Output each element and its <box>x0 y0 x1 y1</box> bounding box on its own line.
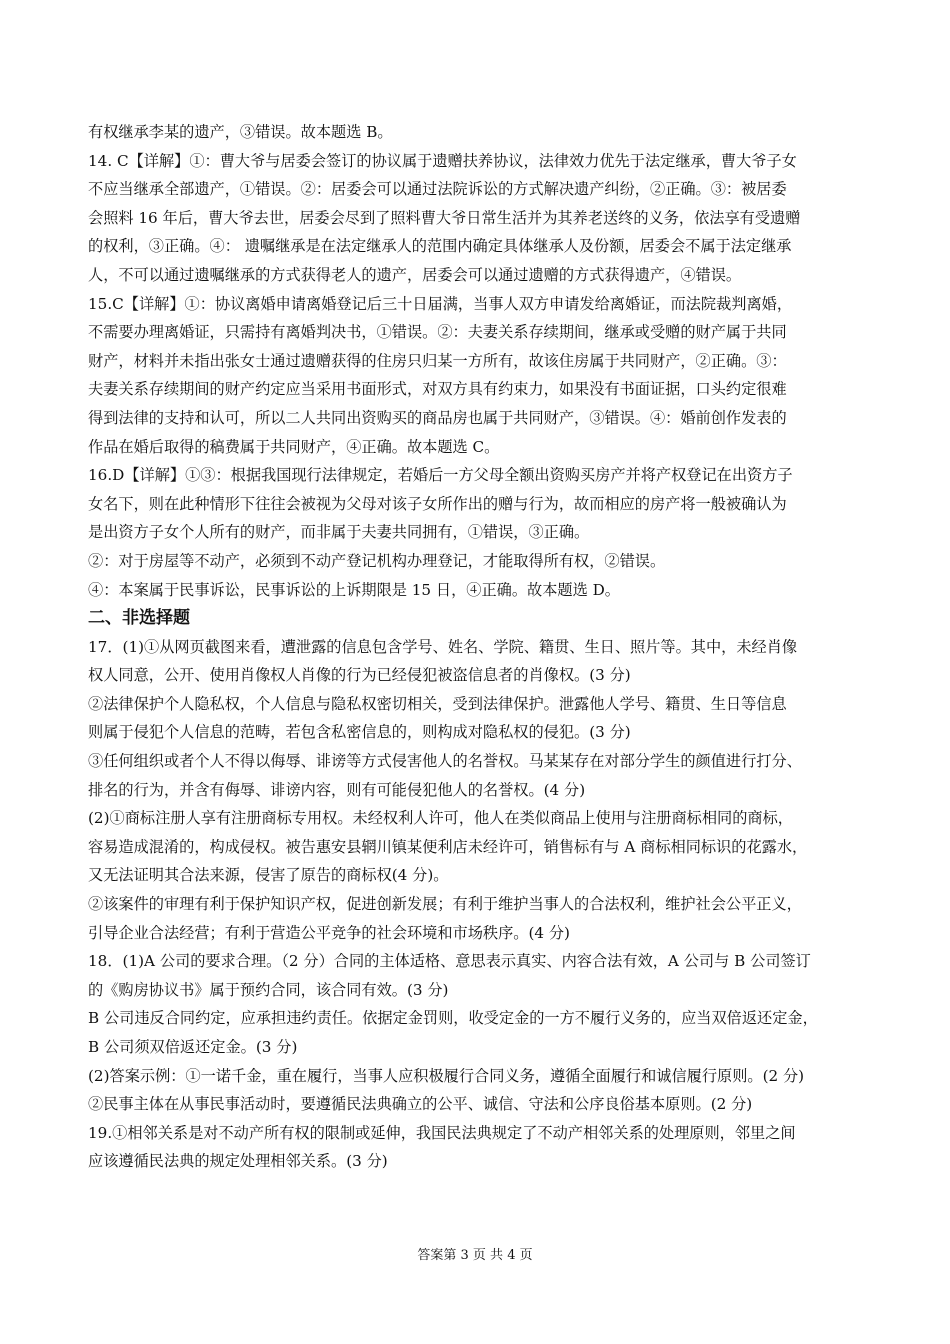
text-line: ②民事主体在从事民事活动时，要遵循民法典确立的公平、诚信、守法和公序良俗基本原则。(2 分) <box>88 1095 753 1114</box>
text-line: 15.C【详解】①：协议离婚申请离婚登记后三十日届满，当事人双方申请发给离婚证，而法院裁判离婚， <box>88 294 793 313</box>
text-line: 则属于侵犯个人信息的范畴，若包含私密信息的，则构成对隐私权的侵犯。(3 分) <box>88 723 631 742</box>
text-line: 财产，材料并未指出张女士通过遗赠获得的住房只归某一方所有，故该住房属于共同财产，②正确。③： <box>88 351 787 370</box>
text-line: 的《购房协议书》属于预约合同，该合同有效。(3 分) <box>88 980 449 999</box>
text-line: (2)①商标注册人享有注册商标专用权。未经权利人许可，他人在类似商品上使用与注册商标相同的商标， <box>88 809 793 828</box>
text-line: 作品在婚后取得的稿费属于共同财产，④正确。故本题选 C。 <box>88 437 500 456</box>
text-line: 女名下，则在此种情形下往往会被视为父母对该子女所作出的赠与行为，故而相应的房产将一般被确认为 <box>88 494 787 513</box>
answer-lines-part1 <box>88 118 864 604</box>
text-line: 是出资方子女个人所有的财产，而非属于夫妻共同拥有，①错误，③正确。 <box>88 523 590 542</box>
text-line: 夫妻关系存续期间的财产约定应当采用书面形式，对双方具有约束力，如果没有书面证据，口头约定很难 <box>88 380 787 399</box>
text-line: 的权利，③正确。④： 遗嘱继承是在法定继承人的范围内确定具体继承人及份额，居委会不属于法定继承 <box>88 237 792 256</box>
text-line: 16.D【详解】①③：根据我国现行法律规定，若婚后一方父母全额出资购买房产并将产权登记在出资方子 <box>88 466 793 485</box>
text-line: 引导企业合法经营；有利于营造公平竞争的社会环境和市场秩序。(4 分) <box>88 923 570 942</box>
text-line: 容易造成混淆的，构成侵权。被告惠安县辋川镇某便利店未经许可，销售标有与 A 商标相同标识的花露水， <box>88 837 808 856</box>
text-line: ②：对于房屋等不动产，必须到不动产登记机构办理登记，才能取得所有权，②错误。 <box>88 551 666 570</box>
text-line: B 公司须双倍返还定金。(3 分) <box>88 1038 298 1056</box>
text-line: 又无法证明其合法来源，侵害了原告的商标权(4 分)。 <box>88 866 449 885</box>
page-footer: 答案第 3 页 共 4 页 <box>417 1248 533 1263</box>
answer-page-body <box>88 118 864 1176</box>
text-line: 应该遵循民法典的规定处理相邻关系。(3 分) <box>88 1152 388 1171</box>
text-line: 17．(1)①从网页截图来看，遭泄露的信息包含学号、姓名、学院、籍贯、生日、照片等。其中，未经肖像 <box>88 637 798 656</box>
answer-lines-part2 <box>88 633 864 1176</box>
text-line: 权人同意，公开、使用肖像权人肖像的行为已经侵犯被盗信息者的肖像权。(3 分) <box>88 666 631 685</box>
text-line: 19.①相邻关系是对不动产所有权的限制或延伸，我国民法典规定了不动产相邻关系的处理原则，邻里之间 <box>88 1123 796 1142</box>
text-line: 不应当继承全部遗产，①错误。②：居委会可以通过法院诉讼的方式解决遗产纠纷，②正确。③：被居委 <box>88 180 787 199</box>
text-line: 有权继承李某的遗产，③错误。故本题选 B。 <box>88 123 393 141</box>
text-line: ②法律保护个人隐私权，个人信息与隐私权密切相关，受到法律保护。泄露他人学号、籍贯、生日等信息 <box>88 694 787 713</box>
section-heading-non-choice: 二、非选择题 <box>88 608 190 629</box>
text-line: 18．(1)A 公司的要求合理。（2 分）合同的主体适格、意思表示真实、内容合法有效，A 公司与 B 公司签订 <box>88 952 811 971</box>
text-line: 14. C【详解】①：曹大爷与居委会签订的协议属于遗赠扶养协议，法律效力优先于法定继承，曹大爷子女 <box>88 151 797 170</box>
text-line: 人，不可以通过遗嘱继承的方式获得老人的遗产，居委会可以通过遗赠的方式获得遗产，④错误。 <box>88 265 742 284</box>
text-line: 排名的行为，并含有侮辱、诽谤内容，则有可能侵犯他人的名誉权。(4 分) <box>88 780 586 799</box>
text-line: ③任何组织或者个人不得以侮辱、诽谤等方式侵害他人的名誉权。马某某存在对部分学生的颜值进行打分、 <box>88 752 802 771</box>
text-line: ②该案件的审理有利于保护知识产权，促进创新发展；有利于维护当事人的合法权利，维护社会公平正义， <box>88 895 802 914</box>
text-line: 会照料 16 年后，曹大爷去世，居委会尽到了照料曹大爷日常生活并为其养老送终的义务，依法享有受遗赠 <box>88 208 801 227</box>
text-line: ④：本案属于民事诉讼，民事诉讼的上诉期限是 15 日，④正确。故本题选 D。 <box>88 580 620 599</box>
text-line: (2)答案示例：①一诺千金，重在履行，当事人应积极履行合同义务，遵循全面履行和诚信履行原则。(2 分) <box>88 1066 805 1085</box>
text-line: B 公司违反合同约定，应承担违约责任。依据定金罚则，收受定金的一方不履行义务的，应当双倍返还定金， <box>88 1009 818 1028</box>
text-line: 不需要办理离婚证，只需持有离婚判决书，①错误。②：夫妻关系存续期间，继承或受赠的财产属于共同 <box>88 323 787 342</box>
text-line: 得到法律的支持和认可，所以二人共同出资购买的商品房也属于共同财产，③错误。④：婚前创作发表的 <box>88 408 787 427</box>
